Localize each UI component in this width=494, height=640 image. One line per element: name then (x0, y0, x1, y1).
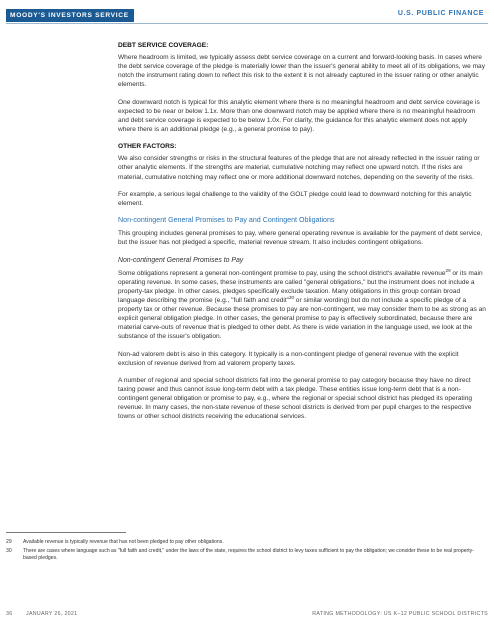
paragraph-text: or similar wording) but do not include a specific pledge of a property tax or other revenue. Because these promises to pay are non-contingent, we may consider them to be as strong as an explicit general obligation pledge. In other cases, the general promise to pay is effectively subordinated, because there are material carve-outs of revenue that is pledged to other debt. As there is wide variation in the language used, we look at the substance of the issuer's obligation. (118, 297, 486, 341)
debt-service-heading: DEBT SERVICE COVERAGE: (118, 42, 209, 49)
document-title: RATING METHODOLOGY: US K–12 PUBLIC SCHOOL DISTRICTS (312, 611, 488, 617)
paragraph: One downward notch is typical for this analytic element where there is no meaningful headroom and debt service coverage is expected to be near or below 1.1x. More than one downward notch may be applied where there is no meaningful headroom and debt service coverage is expected to be below 1.0x. For clarity, the guidance for this analytic element does not apply where there is an additional pledge (e.g., a general promise to pay). (118, 98, 480, 133)
section-heading: Non-contingent General Promises to Pay and Contingent Obligations (118, 216, 335, 225)
footnote-ref[interactable]: 29 (445, 267, 451, 273)
page-footer (6, 611, 488, 621)
paragraph: Non-ad valorem debt is also in this category. It typically is a non-contingent pledge of general revenue with the explicit exclusion of revenue derived from ad valorem property taxes. (118, 350, 459, 367)
paragraph: A number of regional and special school districts fall into the general promise to pay category because they have no direct taxing power and thus cannot issue long-term debt with a tax pledge. These entities issue long-term debt that is a non-contingent general obligation or promise to pay, e.g., where the regional or special school district has pledged its operating revenue. In many cases, the non-state revenue of these school districts is derived from per pupil charges to the respective towns or other school districts receiving the educational services. (118, 377, 472, 421)
section-label: U.S. PUBLIC FINANCE (397, 10, 484, 17)
paragraph-text: Some obligations represent a general non-contingent promise to pay, using the school district's available revenue (118, 269, 446, 277)
other-factors-heading: OTHER FACTORS: (118, 143, 177, 151)
page-number: 36 (6, 611, 13, 617)
footnote-number: 30 (6, 548, 12, 554)
footnotes (6, 539, 486, 564)
paragraph: We also consider strengths or risks in the structural features of the pledge that are not already reflected in the issuer rating or other analytic elements. If the strengths are material, cumulative notching may reflect one upward notch. If the risks are material, cumulative notching may reflect one or more additional downward notches, depending on the severity of the risks. (118, 155, 480, 181)
subsection-heading: Non-contingent General Promises to Pay (118, 256, 244, 264)
footnote-ref[interactable]: 30 (288, 294, 294, 300)
footnote (6, 539, 486, 546)
header-divider (6, 23, 488, 24)
paragraph-text: or its main operating revenue. In some cases, these instruments are called "general obligations," but the instrument does not include a property-tax pledge. In other cases, pledges specifically exclude taxation. Many obligations in this group contain broad language describing the promise (e.g., "full faith and credit" (118, 269, 483, 304)
paragraph (118, 269, 486, 342)
paragraph: For example, a serious legal challenge to the validity of the GOLT pledge could lead to downward notching for this analytic element. (118, 190, 472, 207)
main-content (118, 41, 486, 430)
brand-logo: MOODY'S INVESTORS SERVICE (6, 9, 134, 22)
footnote-text: There are cases where language such as "full faith and credit," under the laws of the state, requires the school district to levy taxes sufficient to pay the obligation; we consider these to be real property-based pledges. (23, 548, 474, 561)
paragraph: This grouping includes general promises to pay, where general operating revenue is available for the payment of debt service, but the issuer has not pledged a specific, material revenue stream. It also includes contingent obligations. (118, 230, 483, 247)
footnote-number: 29 (6, 539, 12, 545)
footnote-text: Available revenue is typically revenue that has not been pledged to pay other obligations. (23, 539, 224, 545)
publication-date: JANUARY 26, 2021 (26, 611, 78, 617)
page-header (0, 0, 494, 34)
footnote (6, 548, 486, 562)
footnote-divider (6, 532, 126, 533)
paragraph: Where headroom is limited, we typically assess debt service coverage on a current and forward-looking basis. In cases where the debt service coverage of the pledge is materially lower than the issuer's general ability to meet all of its obligations, we may notch the instrument rating down to reflect this risk to the extent it is not already captured in the issuer rating or other analytic elements. (118, 54, 485, 89)
